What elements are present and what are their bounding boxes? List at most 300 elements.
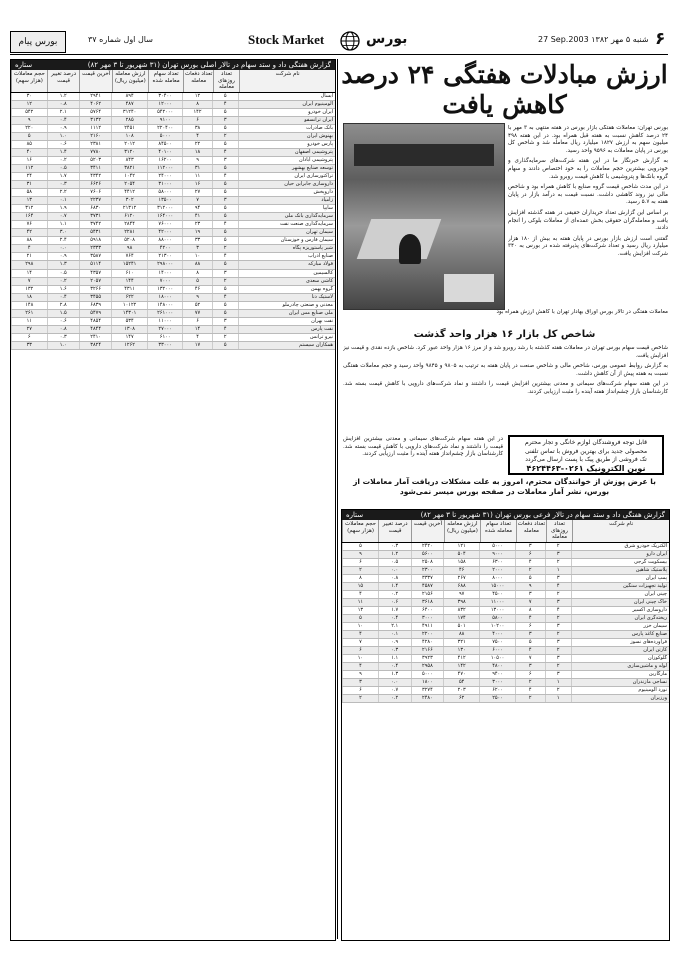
table-row	[342, 551, 669, 559]
column-divider	[337, 59, 338, 939]
table-cell: ۲۹۵۸	[411, 663, 444, 670]
table-cell: ۴	[212, 101, 238, 108]
company-name-cell: خاک چینی ایران	[571, 599, 669, 606]
table-cell: ۲۴۰۰۰	[147, 173, 183, 180]
table-cell: ۴	[342, 631, 378, 638]
company-name-cell: صنایع کاغذ پارس	[571, 631, 669, 638]
table-cell: ۵	[212, 125, 238, 132]
table-tag: ستاره	[15, 61, 33, 69]
table-cell: ۷۶۰۶	[79, 189, 111, 196]
table-cell: ۴	[342, 591, 378, 598]
table-cell: ۲۴	[11, 173, 47, 180]
table-cell: ۵۷۶۴	[79, 109, 111, 116]
table-cell: ۶۸۸	[443, 583, 479, 590]
table-cell: ۲	[212, 278, 238, 285]
article-headline: ارزش مبادلات هفتگی ۲۴ درصد کاهش یافت	[341, 60, 668, 119]
table-cell: ۱۰۱۲۲	[111, 302, 147, 309]
company-name-cell: نفت بهران	[238, 318, 335, 325]
table-cell: ۴۵۰۰	[479, 591, 515, 598]
table-cell: ۵۰۰۰	[479, 543, 515, 550]
table-cell: ۵۴۲۰۰۰	[147, 109, 183, 116]
table-row	[11, 326, 335, 334]
table-cell: ۸۸	[11, 237, 47, 244]
table-cell: ۱۸	[11, 294, 47, 301]
table-cell: ۵۸۰۰۰	[147, 189, 183, 196]
table-cell: ۱۳۰۸	[111, 326, 147, 333]
table-cell: ۲.۱	[378, 623, 411, 630]
table-cell: ۹۰۰۰	[479, 551, 515, 558]
table-cell: ۴	[182, 133, 211, 140]
table-cell: ۲۱۳۰۰	[147, 253, 183, 260]
table-cell: ۱	[545, 567, 571, 574]
table-row	[11, 213, 335, 221]
table-cell: ۳۰	[11, 93, 47, 100]
table-cell: ۵	[11, 133, 47, 140]
table-cell: ۱۴۸۰۰۰	[147, 302, 183, 309]
table-row	[11, 125, 335, 133]
table-cell: ۳	[545, 551, 571, 558]
table-cell: ۵	[212, 286, 238, 293]
table-cell: ۲۸۵	[111, 117, 147, 124]
table-cell: ۴	[342, 663, 378, 670]
table-cell: ۵۰۰۰	[147, 133, 183, 140]
table-cell: ۳	[515, 591, 545, 598]
company-name-cell: لاستیک دنا	[238, 294, 335, 301]
table-cell: ۱.۹	[47, 205, 79, 212]
table-cell: ۱۸	[182, 149, 211, 156]
company-name-cell: نیرو ترانس	[238, 334, 335, 341]
table-row	[11, 109, 335, 117]
table-row	[342, 671, 669, 679]
company-name-cell: ملی صنایع مس ایران	[238, 310, 335, 317]
table-cell: ۷۵۰۰	[479, 639, 515, 646]
table-cell: ۶	[182, 318, 211, 325]
table-cell: ۵	[212, 342, 238, 349]
table-cell: ۱۰	[182, 253, 211, 260]
table-cell: ۱.۳	[47, 261, 79, 268]
table-cell: ۴۲۰۰	[147, 245, 183, 252]
table-cell: ۳۱۳۲	[79, 117, 111, 124]
table-cell: ۴	[212, 294, 238, 301]
column-header: آخرین قیمت	[411, 520, 444, 542]
table-cell: ۳۰۴۰۰	[147, 93, 183, 100]
company-name-cell: سیمان خزر	[571, 623, 669, 630]
table-cell: ۷۶	[11, 221, 47, 228]
table-cell: ۹۴	[182, 205, 211, 212]
table-cell: ۵	[212, 181, 238, 188]
table-cell: ۶	[342, 647, 378, 654]
article-paragraph: به گزارش روابط عمومی بورس، شاخص مالی و شاخص صنعت در پایان هفته به ترتیب به ۹۸۰۵ و ۹۸۴۵ واحد رسید و حجم معاملات هفتگی نسبت به هفته پیش از آن کاهش داشت.	[343, 363, 668, 377]
page-number: ۶	[655, 29, 666, 49]
table-cell: ۱۰	[342, 623, 378, 630]
table-cell: ۰.۵	[47, 165, 79, 172]
table-cell: ۶۱۲۰	[111, 213, 147, 220]
table-cell: ۱۴۲	[182, 109, 211, 116]
table-cell: ۴۷۰	[443, 671, 479, 678]
table-cell: ۵	[212, 189, 238, 196]
table-cell: ۲۲۰۴۰۰	[147, 125, 183, 132]
table-cell: ۰.۲	[47, 278, 79, 285]
table-cell: ۳۲۱	[443, 639, 479, 646]
table-cell: ۳۱۲۰	[111, 149, 147, 156]
table-row	[11, 181, 335, 189]
table-cell: ۱۱	[182, 173, 211, 180]
table-cell: ۵۰۰۰	[411, 671, 444, 678]
table-cell: ۱.۷	[47, 173, 79, 180]
table-row	[11, 205, 335, 213]
ad-line: قابل توجه فروشندگان لوازم خانگی و تجار محترم	[525, 439, 647, 446]
table-row	[342, 567, 669, 575]
table-row	[11, 93, 335, 101]
company-name-cell: بهنوش ایران	[238, 133, 335, 140]
table-cell: ۶۴۰۰	[411, 607, 444, 614]
table-cell: ۴۰۱۰۰	[147, 149, 183, 156]
column-header: تعداد سهام معامله شده	[148, 70, 184, 92]
table-cell: ۳	[212, 197, 238, 204]
table-cell: ۲۶۱	[11, 310, 47, 317]
table-cell: ۲۴۲۰	[411, 543, 444, 550]
table-cell: ۲۱۳۱۲	[111, 205, 147, 212]
column-header: آخرین قیمت	[79, 70, 112, 92]
table-cell: ۵	[212, 109, 238, 116]
trading-floor-photo	[343, 123, 505, 310]
table-cell: ۳	[545, 599, 571, 606]
table-row	[11, 261, 335, 269]
table-cell: ۵	[212, 213, 238, 220]
table-cell: ۱۶۲۰۰	[147, 157, 183, 164]
table-row	[11, 173, 335, 181]
table-row	[11, 117, 335, 125]
table-cell: ۱.۰	[47, 342, 79, 349]
table-cell: ۶۸۳۹	[79, 302, 111, 309]
table-cell: ۳۷۴۲	[79, 221, 111, 228]
table-cell: ۲۱	[11, 253, 47, 260]
company-name-cell: لوله و ماشین‌سازی	[571, 663, 669, 670]
table-cell: ۲۵۰۸	[411, 559, 444, 566]
table-cell: ۰.۰	[47, 245, 79, 252]
table-row	[11, 165, 335, 173]
company-name-cell: ورزیران	[571, 695, 669, 702]
table-cell: ۱۷	[182, 342, 211, 349]
column-header: درصد تغییر قیمت	[47, 70, 80, 92]
table-cell: ۴۶	[443, 567, 479, 574]
table-cell: ۲	[515, 679, 545, 686]
table-cell: ۸۸	[182, 261, 211, 268]
company-name-cell: شیر پاستوریزه پگاه	[238, 245, 335, 252]
table-cell: ۸۹۴	[111, 93, 147, 100]
table-cell: ۰.۳	[378, 543, 411, 550]
table-cell: ۲۶۷	[443, 575, 479, 582]
column-header: تعداد روزهای معامله	[213, 70, 239, 92]
table-cell: ۴	[212, 173, 238, 180]
table-cell: ۲۲۰	[11, 125, 47, 132]
column-header: نام شرکت	[239, 70, 335, 92]
table-row	[342, 575, 669, 583]
table-cell: ۹۷	[443, 591, 479, 598]
table-cell: ۵۹۱۸	[79, 237, 111, 244]
table-cell: ۳	[545, 639, 571, 646]
ad-line: محصولی جدید برای بهترین فروش با تماس تلفنی	[524, 447, 648, 455]
table-row	[342, 695, 669, 703]
table-cell: ۴۱	[182, 213, 211, 220]
company-name-cell: الکتریک خودرو شرق	[571, 543, 669, 550]
table-cell: ۵۱۱۴	[79, 261, 111, 268]
column-header: حجم معاملات (هزار سهم)	[11, 70, 47, 92]
table-cell: ۶	[515, 623, 545, 630]
table-row	[11, 270, 335, 278]
table-cell: ۰.۴	[378, 615, 411, 622]
column-header: ارزش معامله (میلیون ریال)	[444, 520, 480, 542]
table-cell: ۱۵۰۰۰	[479, 583, 515, 590]
table-cell: ۳۱۰۰۰	[147, 181, 183, 188]
table-cell: ۳۳	[182, 237, 211, 244]
table-cell: ۶۲۰۰	[479, 687, 515, 694]
company-name-cell: گروه بهمن	[238, 286, 335, 293]
table-cell: ۷	[11, 278, 47, 285]
table-cell: ۶۰۰۰	[479, 647, 515, 654]
photo-caption: معاملات هفتگی در تالار بورس اوراق بهادار تهران با کاهش ارزش همراه بود	[496, 309, 668, 315]
ad-line: تک فروشی از طریق پیک با پست ارسال می‌گردد	[525, 456, 647, 463]
table-cell: ۴۲۰۰۰	[147, 229, 183, 236]
table-cell: ۹	[182, 294, 211, 301]
table-cell: ۲۲۰۰	[411, 631, 444, 638]
table-cell: ۳	[545, 623, 571, 630]
table-cell: ۲	[545, 647, 571, 654]
article-paragraph: در این هفته سهام شرکت‌های سیمانی و معدنی بیشترین افزایش قیمت را داشتند و نماد شرکت‌های دارویی با کاهش قیمت بسته شد. کارشناسان بازار چشم‌انداز هفته آینده را مثبت ارزیابی کردند.	[343, 381, 668, 395]
table-cell: ۵۲۰۸	[111, 237, 147, 244]
table-cell: ۹	[11, 117, 47, 124]
column-header: نام شرکت	[572, 520, 669, 542]
table-cell: ۲۷۰۰۰	[147, 326, 183, 333]
table-cell: ۴	[212, 149, 238, 156]
table-cell: ۲۴۵۱	[111, 125, 147, 132]
table-cell: ۳۸۲۱	[111, 165, 147, 172]
company-name-cell: نورد آلومینیوم	[571, 687, 669, 694]
table-cell: ۳	[182, 245, 211, 252]
table-body	[11, 93, 335, 351]
table-cell: ۳۰۲	[111, 197, 147, 204]
table-title-text: گزارش هفتگی داد و ستد سهام در تالار فرعی بورس تهران (۳۱ شهریور تا ۳ مهر ۸۲)	[420, 511, 665, 519]
company-name-cell: کاشی سعدی	[238, 278, 335, 285]
table-cell: ۵	[212, 93, 238, 100]
company-name-cell: پلاستیک شاهین	[571, 567, 669, 574]
table-header	[11, 70, 335, 93]
table-cell: ۳۹۲۳	[411, 655, 444, 662]
table-cell: ۵۶۰۰	[411, 551, 444, 558]
table-row	[11, 278, 335, 286]
company-name-cell: معدنی و صنعتی چادرملو	[238, 302, 335, 309]
table-cell: ۴	[11, 245, 47, 252]
table-cell: ۱۶۴	[11, 213, 47, 220]
table-cell: ۰.۸	[47, 326, 79, 333]
table-cell: ۲.۲	[47, 189, 79, 196]
table-cell: ۳۰۰۰	[479, 679, 515, 686]
table-cell: ۲	[545, 543, 571, 550]
table-cell: ۲۳۸۱	[79, 141, 111, 148]
table-cell: ۶	[515, 671, 545, 678]
table-cell: ۲۷	[182, 189, 211, 196]
table-cell: ۴۰	[11, 149, 47, 156]
table-cell: ۱.۶	[47, 286, 79, 293]
table-cell: ۴۳۴۲	[79, 173, 111, 180]
table-cell: ۵	[515, 575, 545, 582]
table-cell: ۲۱۶۰	[79, 133, 111, 140]
table-cell: ۶۶۲۶	[79, 181, 111, 188]
company-name-cell: تراکتورسازی ایران	[238, 173, 335, 180]
table-cell: ۹	[515, 583, 545, 590]
table-cell: ۰.۴	[378, 663, 411, 670]
table-body	[342, 543, 669, 704]
table-row	[11, 221, 335, 229]
table-cell: ۸۴۳	[111, 157, 147, 164]
table-cell: ۰.۵	[47, 270, 79, 277]
table-cell: ۱۴۰۰۰	[147, 270, 183, 277]
table-cell: ۳	[212, 318, 238, 325]
table-row	[342, 631, 669, 639]
table-cell: ۳۱۲۰۰۰	[147, 205, 183, 212]
table-cell: ۰.۸	[47, 101, 79, 108]
table-cell: ۰.۴	[47, 117, 79, 124]
table-cell: ۱۵۲۴۱	[111, 261, 147, 268]
table-cell: ۱	[545, 695, 571, 702]
table-cell: ۴۵۸۷	[411, 583, 444, 590]
table-cell: ۰.۰	[378, 679, 411, 686]
table-cell: ۱۰۲۰۰	[479, 623, 515, 630]
article-body-3	[343, 436, 503, 474]
table-cell: ۹	[342, 671, 378, 678]
table-cell: ۵۴۳۱	[79, 229, 111, 236]
table-cell: ۱۰۴۲	[111, 173, 147, 180]
table-cell: ۲	[342, 567, 378, 574]
table-cell: ۰.۷	[378, 687, 411, 694]
table-cell: ۲۰۵۴	[111, 181, 147, 188]
table-cell: ۱۵۸	[443, 559, 479, 566]
table-cell: ۷	[342, 639, 378, 646]
table-cell: ۰.۵	[378, 559, 411, 566]
table-cell: ۳	[515, 631, 545, 638]
table-cell: ۲۲	[182, 141, 211, 148]
table-cell: ۰.۶	[378, 599, 411, 606]
article-paragraph: بورس تهران: معاملات هفتگی بازار بورس در هفته منتهی به ۳ مهر با ۲۴ درصد کاهش نسبت به هفته قبل همراه بود. در این هفته ۴۹۸ میلیون سهم به ارزش ۱۸۲۷ میلیارد ریال معامله شد و شاخص کل بورس در پایان معاملات به ۹۵۹۶ واحد رسید.	[508, 125, 668, 154]
table-cell: ۸۴۵۰۰	[147, 141, 183, 148]
table-cell: ۱۳۲۰۰۰	[147, 286, 183, 293]
table-cell: ۲	[545, 631, 571, 638]
apology-notice: با عرض پوزش از خوانندگان محترم، امروز به علت مشکلات دریافت آمار معاملات از بورس، نشر آمار معاملات در صفحه بورس میسر نمی‌شود	[353, 477, 656, 496]
table-cell: ۵	[212, 302, 238, 309]
table-cell: ۳۵۸۷	[79, 253, 111, 260]
table-cell: ۵۴۷۹	[79, 310, 111, 317]
article-subheadline: شاخص کل بازار ۱۶ هزار واحد گذشت	[413, 329, 596, 340]
table-cell: ۲	[342, 695, 378, 702]
table-cell: ۲۹۴۱	[79, 93, 111, 100]
table-cell: ۱۰۵۰۰	[479, 655, 515, 662]
table-cell: ۶۱۰	[111, 270, 147, 277]
table-cell: ۲۴۱۰	[79, 334, 111, 341]
table-cell: ۴	[182, 334, 211, 341]
table-cell: ۳	[545, 575, 571, 582]
table-cell: ۱۳	[11, 197, 47, 204]
table-cell: ۵	[342, 615, 378, 622]
company-name-cell: کالسیمین	[238, 270, 335, 277]
table-cell: ۴۰۶۲	[79, 101, 111, 108]
table-cell: ۶۳۰۰	[479, 559, 515, 566]
table-cell: ۵۸۰۰	[479, 615, 515, 622]
table-cell: ۳	[515, 543, 545, 550]
article-body-2	[343, 345, 668, 433]
table-cell: ۱۰۸	[111, 133, 147, 140]
company-name-cell: بانک صادرات	[238, 125, 335, 132]
table-cell: ۳۹۸	[443, 599, 479, 606]
table-row	[342, 647, 669, 655]
table-cell: ۵	[212, 141, 238, 148]
table-cell: ۱۹	[182, 229, 211, 236]
table-cell: ۰.۹	[47, 125, 79, 132]
table-cell: ۸۰۰۰	[479, 575, 515, 582]
table-cell: ۷۷	[182, 310, 211, 317]
table-tag: ستاره	[346, 511, 364, 519]
table-row	[342, 655, 669, 663]
table-row	[342, 543, 669, 551]
table-cell: ۲۳	[182, 221, 211, 228]
company-name-cell: همکاران سیستم	[238, 342, 335, 349]
table-row	[11, 286, 335, 294]
table-cell: ۱۱۲	[11, 165, 47, 172]
table-cell: ۴۴۱۲	[111, 189, 147, 196]
table-row	[11, 302, 335, 310]
table-cell: ۳۰۰۰	[411, 615, 444, 622]
table-cell: ۸	[515, 607, 545, 614]
table-row	[11, 157, 335, 165]
column-header: تعداد سهام معامله شده	[480, 520, 516, 542]
table-cell: ۱۷۴	[443, 615, 479, 622]
table-cell: ۰.۷	[47, 213, 79, 220]
table-cell: ۳	[212, 157, 238, 164]
table-cell: ۶	[342, 687, 378, 694]
company-name-cell: ایران خودرو	[238, 109, 335, 116]
company-name-cell: بیسکویت گرجی	[571, 559, 669, 566]
company-name-cell: نفت پارس	[238, 326, 335, 333]
main-board-table	[10, 59, 336, 941]
table-row	[342, 591, 669, 599]
table-cell: ۲	[545, 663, 571, 670]
column-header: ارزش معامله (میلیون ریال)	[112, 70, 148, 92]
table-cell: ۱۲۱	[443, 543, 479, 550]
company-name-cell: چینی ایران	[571, 591, 669, 598]
column-header: تعداد روزهای معامله	[546, 520, 573, 542]
table-cell: ۷۷۸۰	[79, 149, 111, 156]
table-cell: ۷۶۰۰۰	[147, 221, 183, 228]
table-cell: ۶۱۰۰	[147, 334, 183, 341]
table-cell: ۵	[212, 310, 238, 317]
table-cell: ۶	[11, 334, 47, 341]
table-cell: ۳	[545, 655, 571, 662]
table-cell: ۷۰۰۰	[147, 278, 183, 285]
company-name-cell: پتروشیمی آبادان	[238, 157, 335, 164]
table-cell: ۰.۱	[47, 197, 79, 204]
table-cell: ۷۶۴	[111, 253, 147, 260]
table-row	[11, 253, 335, 261]
table-cell: ۳۶۱۸	[411, 599, 444, 606]
table-cell: ۲۹۸	[11, 261, 47, 268]
company-name-cell: سیمان فارس و خوزستان	[238, 237, 335, 244]
company-name-cell: توسعه صنایع بهشهر	[238, 165, 335, 172]
table-cell: ۲.۴	[47, 237, 79, 244]
table-cell: ۴	[545, 607, 571, 614]
table-cell: ۴	[515, 687, 545, 694]
table-cell: ۳۷۳۱	[79, 213, 111, 220]
table-cell: ۱.۴	[47, 149, 79, 156]
table-cell: ۸۳۲	[443, 607, 479, 614]
